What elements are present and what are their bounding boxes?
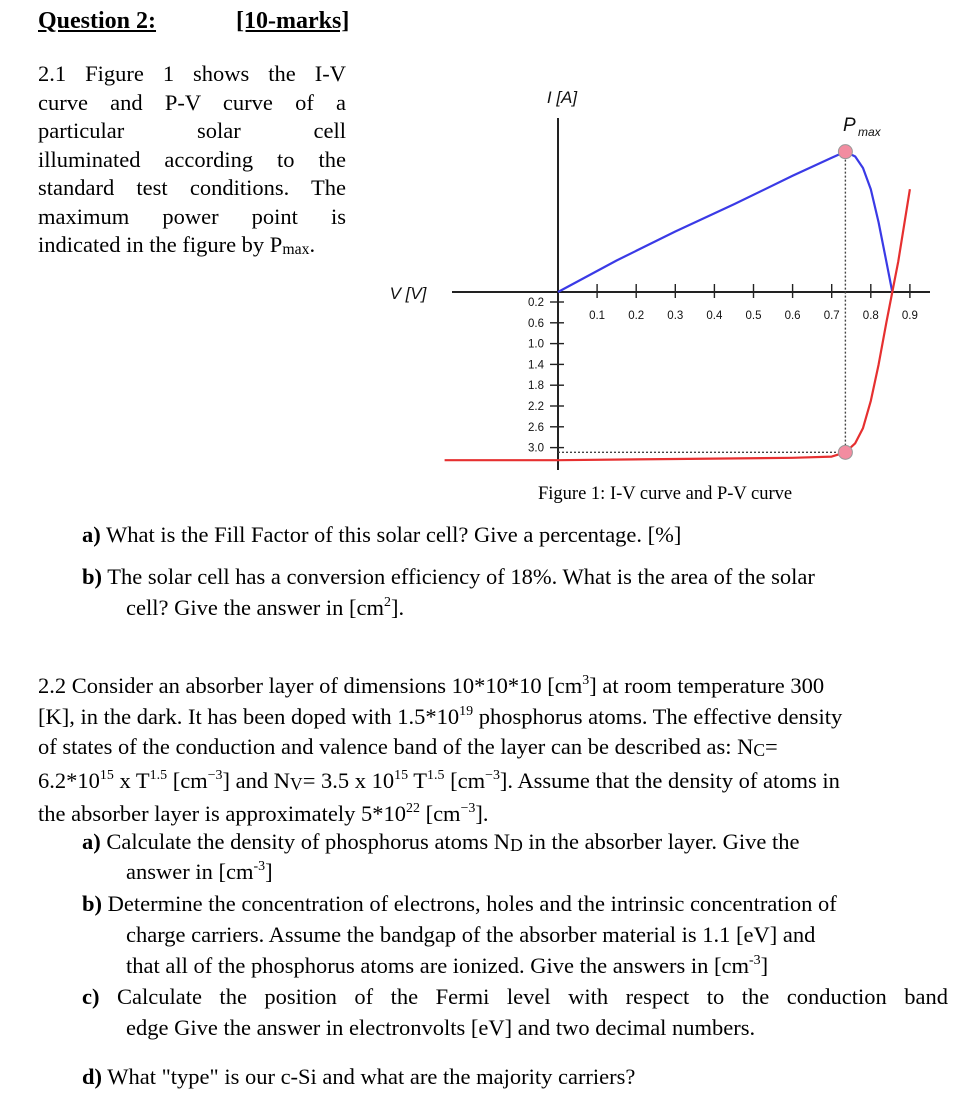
- question-title: Question 2:: [38, 8, 157, 34]
- q22-b-cont: charge carriers. Assume the bandgap of the absorber material is 1.1 [eV] and: [126, 922, 816, 947]
- y-tick-label: 1.8: [528, 380, 544, 393]
- q22-c: c) Calculate the position of the Fermi level with respect to the conduction band: [82, 984, 948, 1009]
- q22-c-cont: edge Give the answer in electronvolts [eV] and two decimal numbers.: [126, 1015, 756, 1040]
- q22-line: of states of the conduction and valence band of the layer can be described as: NC=: [38, 734, 778, 760]
- q22-line: [K], in the dark. It has been doped with $1.5*10^{19}$ phosphorus atoms. The effective density: [38, 703, 843, 729]
- x-tick-label: 0.2: [628, 310, 645, 322]
- intro-line: illuminated according to the: [38, 146, 346, 172]
- y-tick-label: 0.6: [528, 317, 544, 330]
- q21-b-cont: cell? Give the answer in $[cm^2]$.: [126, 595, 405, 620]
- iv-pv-chart: [0, 0, 962, 520]
- x-tick-label: 0.1: [589, 310, 606, 322]
- q22-paragraph: [38, 671, 938, 830]
- q22-line: 2.2 Consider an absorber layer of dimensions 10*10*10 $[cm^3]$ at room temperature 300: [38, 673, 825, 698]
- x-tick-label: 0.8: [862, 310, 879, 322]
- x-tick-label: 0.4: [706, 310, 723, 322]
- q22-d: d) What "type" is our c-Si and what are the majority carriers?: [82, 1064, 636, 1089]
- q22-a-cont: answer in $[cm^{-3}]$: [126, 859, 273, 884]
- q22-line: $6.2*10^{15}$ x $T^{1.5}$ $[cm^{-3}]$ and NV= 3.5 x $10^{15}$ $T^{1.5}$ $[cm^{-3}]$. Assume that the density of atoms in: [38, 767, 840, 794]
- x-tick-label: 0.9: [901, 310, 918, 322]
- voltage-axis-label: V [V]: [389, 284, 427, 303]
- q22-a: a) Calculate the density of phosphorus atoms ND in the absorber layer. Give the: [82, 829, 800, 855]
- q21-a: a) What is the Fill Factor of this solar cell? Give a percentage. [%]: [82, 522, 682, 547]
- intro-line: maximum power point is: [38, 203, 346, 229]
- x-tick-label: 0.7: [823, 310, 840, 322]
- x-tick-label: 0.5: [745, 310, 762, 322]
- current-axis-label: I [A]: [546, 88, 578, 107]
- pv-curve: [558, 152, 892, 292]
- intro-line: particular solar cell: [38, 118, 346, 143]
- y-tick-label: 3.0: [528, 442, 544, 455]
- intro-line: 2.1 Figure 1 shows the I-V: [38, 61, 346, 86]
- q21-b: b) The solar cell has a conversion efficiency of 18%. What is the area of the solar: [82, 564, 815, 589]
- pmax-label: P: [843, 115, 856, 136]
- intro-line: curve and P-V curve of a: [38, 89, 346, 115]
- imp-point: [838, 445, 852, 459]
- y-tick-label: 2.2: [528, 401, 544, 413]
- q22-line: the absorber layer is approximately $5*10^{22}$ $[cm^{-3}]$.: [38, 801, 489, 826]
- x-tick-label: 0.6: [784, 310, 801, 322]
- pmax-subscript: max: [858, 125, 881, 139]
- y-tick-label: 2.6: [528, 421, 544, 434]
- intro-line: indicated in the figure by Pmax.: [38, 232, 316, 258]
- q22-b-cont2: that all of the phosphorus atoms are ionized. Give the answers in $[cm^{-3}]$: [126, 953, 769, 978]
- marks-label: [10-marks]: [236, 8, 350, 34]
- x-tick-label: 0.3: [667, 310, 684, 322]
- y-tick-label: 1.0: [528, 338, 544, 351]
- figure-caption: Figure 1: I-V curve and P-V curve: [538, 484, 793, 504]
- pmax-point: [838, 145, 852, 159]
- intro-line: standard test conditions. The: [38, 175, 346, 200]
- y-tick-label: 0.2: [528, 297, 544, 309]
- y-tick-label: 1.4: [528, 359, 544, 372]
- q22-b: b) Determine the concentration of electrons, holes and the intrinsic concentration of: [82, 891, 837, 916]
